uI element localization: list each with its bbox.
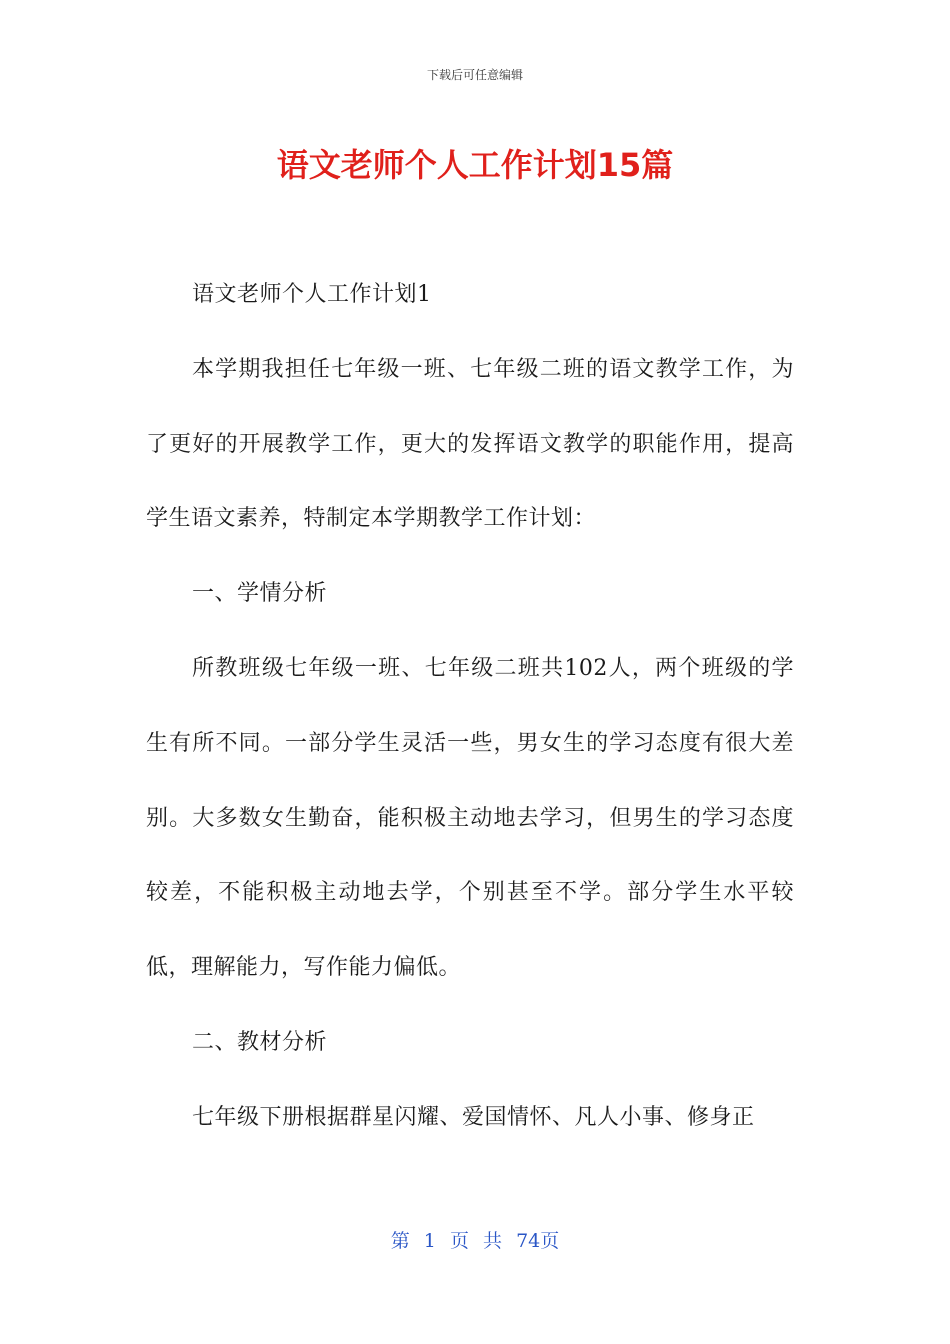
page-number: 1 — [423, 1230, 436, 1252]
paragraph-heading-textbook-analysis: 二、教材分析 — [192, 1029, 328, 1055]
paragraph-heading-learning-analysis: 一、学情分析 — [192, 581, 328, 607]
paragraph-textbook-analysis: 七年级下册根据群星闪耀、爱国情怀、凡人小事、修身正 — [192, 1104, 755, 1130]
page-footer — [0, 1226, 950, 1253]
header-note: 下载后可任意编辑 — [426, 68, 523, 82]
page-mid: 页 — [449, 1230, 469, 1252]
paragraph-section-heading: 语文老师个人工作计划1 — [192, 282, 432, 307]
page-prefix: 第 — [390, 1230, 410, 1252]
document-title: 语文老师个人工作计划15篇 — [276, 146, 674, 184]
total-prefix: 共 — [483, 1230, 503, 1252]
document-body — [146, 258, 794, 1156]
paragraph-intro: 本学期我担任七年级一班、七年级二班的语文教学工作，为了更好的开展教学工作，更大的发挥语文教学的职能作用，提高学生语文素养，特制定本学期教学工作计划： — [146, 356, 794, 532]
paragraph-learning-analysis: 所教班级七年级一班、七年级二班共102人，两个班级的学生有所不同。一部分学生灵活一些，男女生的学习态度有很大差别。大多数女生勤奋，能积极主动地去学习，但男生的学习态度较差，不能积极主动地去学，个别甚至不学。部分学生水平较低，理解能力，写作能力偏低。 — [146, 655, 794, 981]
total-pages: 74页 — [516, 1230, 560, 1252]
